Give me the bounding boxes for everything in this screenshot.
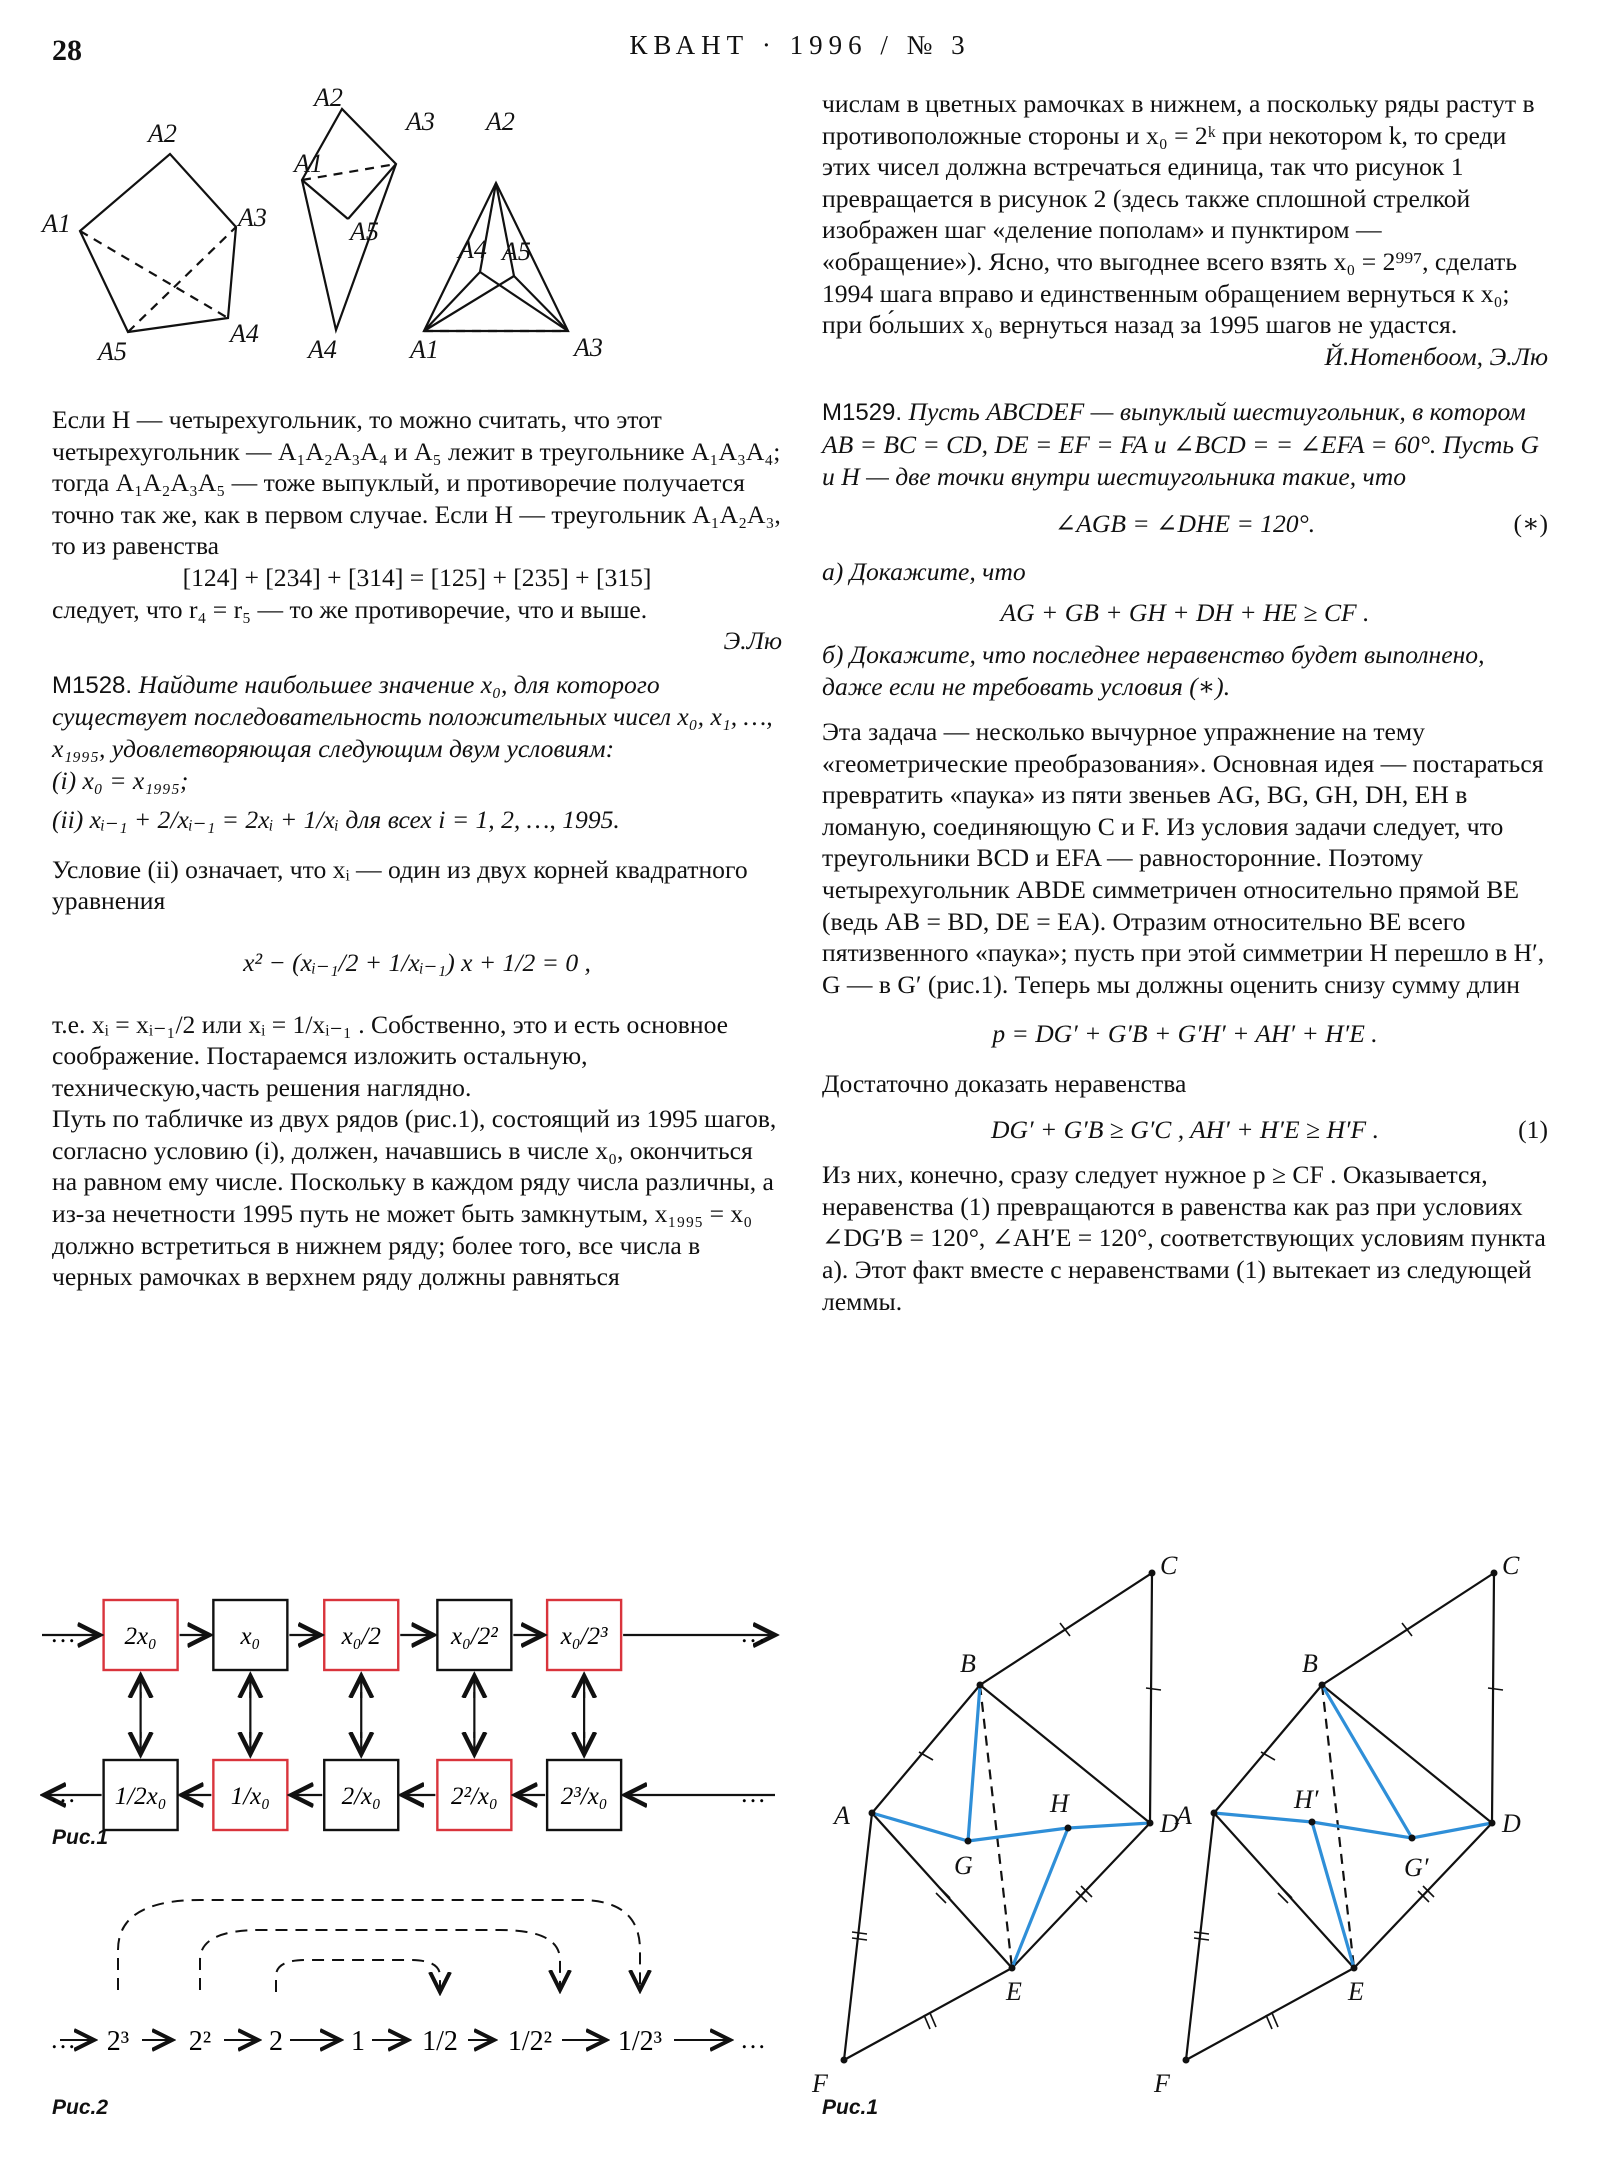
fig-label: F <box>812 2069 828 2098</box>
problem-text: Найдите наибольшее значение x₀, для которого существует последовательность положительных чисел x₀, x₁, …, x₁₉₉₅, удовлетворяющая следующим двум условиям: <box>52 669 773 763</box>
sequence-term: 1/2 <box>422 2026 458 2057</box>
fig-label: H′ <box>1294 1785 1319 1814</box>
ellipsis: … <box>740 1619 766 1648</box>
fig-label: D <box>1502 1809 1521 1838</box>
equation: DG′ + G′B ≥ G′C , AH′ + H′E ≥ H′F . <box>991 1114 1379 1144</box>
paragraph: Из них, конечно, сразу следует нужное p ≥ CF . Оказывается, неравенства (1) превращаются в равенства как раз при условиях ∠DG′B = 120°, ∠AH′E = 120°, соответствующих условиям пункта а). Этот факт вместе с неравенствами (1) вытекает из следующей леммы. <box>822 1160 1546 1316</box>
paragraph: Достаточно доказать неравенства <box>822 1069 1187 1099</box>
sequence-term: 2² <box>188 2026 212 2057</box>
box-label: 2/x₀ <box>341 1783 381 1810</box>
box-label: 2³/x₀ <box>560 1783 608 1810</box>
ellipsis: … <box>740 1779 766 1808</box>
fig-label: A5 <box>350 217 379 246</box>
figure-caption: Рис.2 <box>52 2096 109 2119</box>
running-head: КВАНТ · 1996 / № 3 <box>629 30 971 60</box>
fig-label: G′ <box>1404 1853 1429 1882</box>
condition: (i) x₀ = x₁₉₉₅; <box>52 765 189 795</box>
fig-label: H <box>1050 1789 1069 1818</box>
spider-right <box>1214 1685 1492 1968</box>
equation: AG + GB + GH + DH + HE ≥ CF . <box>1000 598 1370 628</box>
fig-label: A1 <box>410 335 439 364</box>
box-label: x₀/2³ <box>560 1623 608 1650</box>
condition: (ii) xᵢ₋₁ + 2/xᵢ₋₁ = 2xᵢ + 1/xᵢ для всех i = 1, 2, …, 1995. <box>52 805 620 835</box>
equation-star <box>822 508 1548 540</box>
figure-polygons <box>40 80 800 380</box>
box-label: x₀/2² <box>450 1623 498 1650</box>
fig-label: A4 <box>230 319 259 348</box>
box-label: 2²/x₀ <box>450 1783 498 1810</box>
ellipsis: … <box>50 1619 76 1648</box>
problem-text: Пусть ABCDEF — выпуклый шестиугольник, в котором AB = BC = CD, DE = EF = FA и ∠BCD = = ∠EFA = 60°. Пусть G и H — две точки внутри шестиугольника такие, что <box>822 397 1539 491</box>
fig-label: A5 <box>98 337 127 366</box>
problem-id: М1529. <box>822 399 903 427</box>
paragraph: Эта задача — несколько вычурное упражнение на тему «геометрические преобразования». Основная идея — постараться превратить «паука» из пяти звеньев AG, BG, GH, DH, EH в ломаную, соединяющую C и F. Из условия задачи следует, что треугольники BCD и EFA — равносторонние. Поэтому четырехугольник ABDE симметричен относительно прямой BE (ведь AB = BD, DE = EA). Отразим относительно BE всего пятизвенного «паука»; пусть при этой симметрии H перешло в H′, G — в G′ (рис.1). Теперь мы должны оценить снизу сумму длин <box>822 717 1545 999</box>
fig-label: B <box>960 1649 976 1678</box>
question-b: б) Докажите, что последнее неравенство будет выполнено, даже если не требовать условия (∗). <box>822 639 1485 701</box>
fig-label: G <box>954 1851 973 1880</box>
fig-label: A2 <box>148 119 177 148</box>
author: Э.Лю <box>723 626 782 656</box>
sequence-terms <box>107 2026 662 2057</box>
fig-label: C <box>1160 1551 1178 1580</box>
fig-label: A2 <box>486 107 515 136</box>
right-column <box>822 88 1548 1317</box>
fig-label: A4 <box>308 335 337 364</box>
fig-label: A1 <box>42 209 71 238</box>
equation-one <box>822 1114 1548 1146</box>
fig-label: A1 <box>294 149 323 178</box>
problem-id: М1528. <box>52 671 133 699</box>
fig-label: C <box>1502 1551 1520 1580</box>
fig-label: F <box>1154 2069 1170 2098</box>
fig-label: A3 <box>574 333 603 362</box>
spider-left <box>872 1685 1150 1968</box>
fig-label: A3 <box>406 107 435 136</box>
figure-caption: Рис.1 <box>822 2096 879 2119</box>
ellipsis: … <box>50 2025 76 2054</box>
equation-number: (∗) <box>1513 509 1548 539</box>
equation: ∠AGB = ∠DHE = 120°. <box>1054 509 1316 539</box>
author: Й.Нотенбоом, Э.Лю <box>1324 341 1548 371</box>
left-column <box>52 404 782 1293</box>
paragraph: Условие (ii) означает, что xᵢ — один из двух корней квадратного уравнения <box>52 854 748 916</box>
fig-label: A3 <box>238 203 267 232</box>
fig-label: D <box>1160 1809 1179 1838</box>
sequence-term: 1 <box>351 2026 365 2057</box>
problem-m1529 <box>822 396 1548 492</box>
fig-label: A <box>1176 1801 1192 1830</box>
figure-table <box>40 1550 780 1870</box>
figure-caption: Рис.1 <box>52 1826 109 1849</box>
fig-label: A2 <box>314 83 343 112</box>
figure-sequence <box>40 1880 780 2080</box>
paragraph: Путь по табличке из двух рядов (рис.1), состоящий из 1995 шагов, согласно условию (i), должен, начавшись в числе x₀, окончиться на равном ему числе. Поскольку в каждом ряду числа различны, а из-за нечетности 1995 путь не может быть замкнутым, x₁₉₉₅ = x₀ должно встретиться в нижнем ряду; более того, все числа в черных рамочках в верхнем ряду должны равняться <box>52 1104 777 1292</box>
fig-label: A <box>834 1801 850 1830</box>
sequence-term: 2³ <box>106 2026 130 2057</box>
box-label: 2x₀ <box>124 1623 157 1650</box>
fig-label: A5 <box>502 237 531 266</box>
sequence-term: 1/2³ <box>617 2026 663 2057</box>
figure-hexagons <box>800 1540 1580 2120</box>
box-label: 1/2x₀ <box>114 1783 167 1810</box>
sequence-term: 2 <box>269 2026 283 2057</box>
equation: [124] + [234] + [314] = [125] + [235] + [315] <box>182 562 652 592</box>
equation-number: (1) <box>1518 1114 1548 1144</box>
row-arrows <box>42 1635 775 1795</box>
fig-label: E <box>1006 1977 1022 2006</box>
paragraph: числам в цветных рамочках в нижнем, а поскольку ряды растут в противоположные стороны и x₀ = 2ᵏ при некотором k, то среди этих чисел должна встречаться единица, так что рисунок 1 превращается в рисунок 2 (здесь также сплошной стрелкой изображен шаг «деление пополам» и пунктиром — «обращение»). Ясно, что выгоднее всего взять x₀ = 2⁹⁹⁷, сделать 1994 шага вправо и единственным обращением вернуться к x₀; при бо́льших x₀ вернуться назад за 1995 шагов не удастся. <box>822 89 1535 340</box>
paragraph: следует, что r₄ = r₅ — то же противоречие, что и выше. <box>52 594 648 624</box>
paragraph: Если H — четырехугольник, то можно считать, что этот четырехугольник — A₁A₂A₃A₄ и A₅ лежит в треугольнике A₁A₃A₄; тогда A₁A₂A₃A₅ — тоже выпуклый, и противоречие получается точно так же, как в первом случае. Если H — треугольник A₁A₂A₃, то из равенства <box>52 405 781 561</box>
page-number: 28 <box>52 34 82 67</box>
problem-m1528 <box>52 669 782 765</box>
box-label: x₀ <box>240 1623 261 1650</box>
fig-label: B <box>1302 1649 1318 1678</box>
box-label: 1/x₀ <box>230 1783 270 1810</box>
sequence-term: 1/2² <box>507 2026 553 2057</box>
box-label: x₀/2 <box>341 1623 381 1650</box>
ellipsis: … <box>740 2025 766 2054</box>
paragraph: т.е. xᵢ = xᵢ₋₁/2 или xᵢ = 1/xᵢ₋₁ . Собственно, это и есть основное соображение. Постараемся изложить остальную, техническую,часть решения наглядно. <box>52 1009 729 1102</box>
fig-label: A4 <box>458 235 487 264</box>
ellipsis: … <box>50 1779 76 1808</box>
equation: x² − (xᵢ₋₁/2 + 1/xᵢ₋₁) x + 1/2 = 0 , <box>243 947 591 977</box>
question-a: а) Докажите, что <box>822 556 1026 586</box>
fig-label: E <box>1348 1977 1364 2006</box>
equation: p = DG′ + G′B + G′H′ + AH′ + H′E . <box>992 1019 1378 1049</box>
